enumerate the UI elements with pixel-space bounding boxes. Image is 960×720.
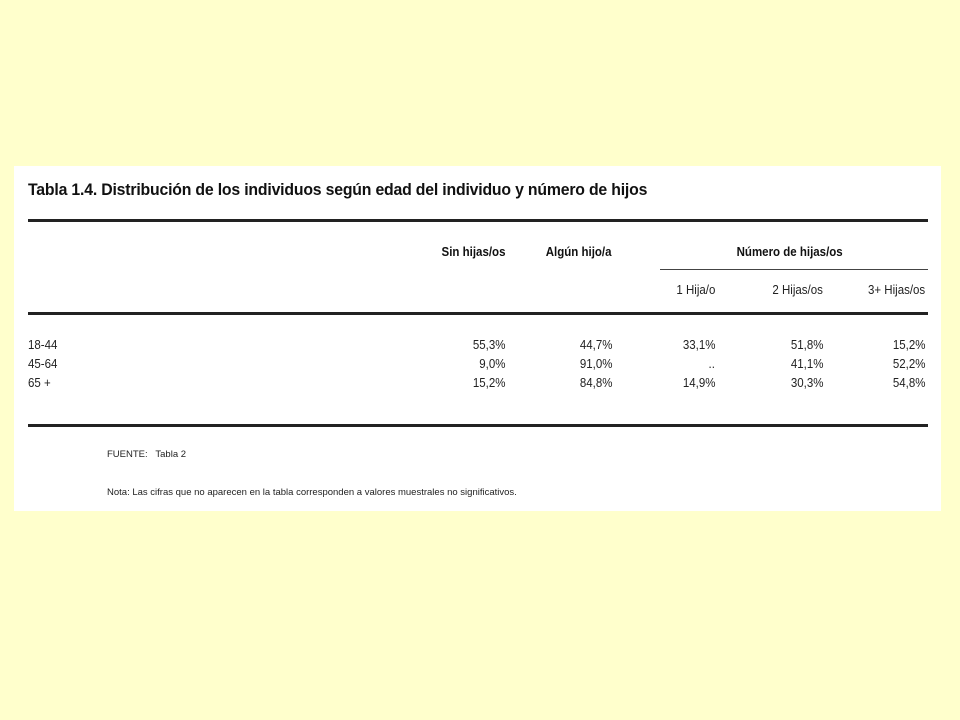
cell-2-hijos: 30,3% <box>790 376 823 390</box>
table-title: Tabla 1.4. Distribución de los individuos según edad del individuo y número de hijos <box>28 180 648 199</box>
cell-2-hijos: 51,8% <box>790 338 823 352</box>
cell-algun: 91,0% <box>579 357 612 371</box>
row-label: 45-64 <box>28 357 58 371</box>
header-algun-hijo: Algún hijo/a <box>546 245 612 259</box>
header-sin-hijos: Sin hijas/os <box>441 245 505 259</box>
subheader-3-hijos: 3+ Hijas/os <box>867 283 925 297</box>
cell-1-hijo: .. <box>708 357 715 371</box>
cell-sin: 9,0% <box>478 357 505 371</box>
cell-algun: 84,8% <box>579 376 612 390</box>
cell-1-hijo: 14,9% <box>682 376 715 390</box>
subheader-rule <box>660 269 928 270</box>
source-note: FUENTE: Tabla 2 <box>107 449 187 460</box>
cell-2-hijos: 41,1% <box>790 357 823 371</box>
cell-sin: 55,3% <box>472 338 505 352</box>
cell-3-hijos: 54,8% <box>892 376 925 390</box>
cell-3-hijos: 15,2% <box>892 338 925 352</box>
cell-3-hijos: 52,2% <box>892 357 925 371</box>
subheader-2-hijos: 2 Hijas/os <box>772 283 823 297</box>
cell-sin: 15,2% <box>472 376 505 390</box>
row-label: 65 + <box>28 376 51 390</box>
footnote: Nota: Las cifras que no aparecen en la tabla corresponden a valores muestrales no significativos. <box>107 487 517 498</box>
table-card <box>14 166 941 511</box>
header-numero-hijos: Número de hijas/os <box>736 245 843 259</box>
row-label: 18-44 <box>28 338 58 352</box>
top-rule <box>28 219 928 222</box>
cell-1-hijo: 33,1% <box>682 338 715 352</box>
bottom-rule <box>28 424 928 427</box>
subheader-1-hijo: 1 Hija/o <box>676 283 715 297</box>
header-bottom-rule <box>28 312 928 315</box>
cell-algun: 44,7% <box>579 338 612 352</box>
